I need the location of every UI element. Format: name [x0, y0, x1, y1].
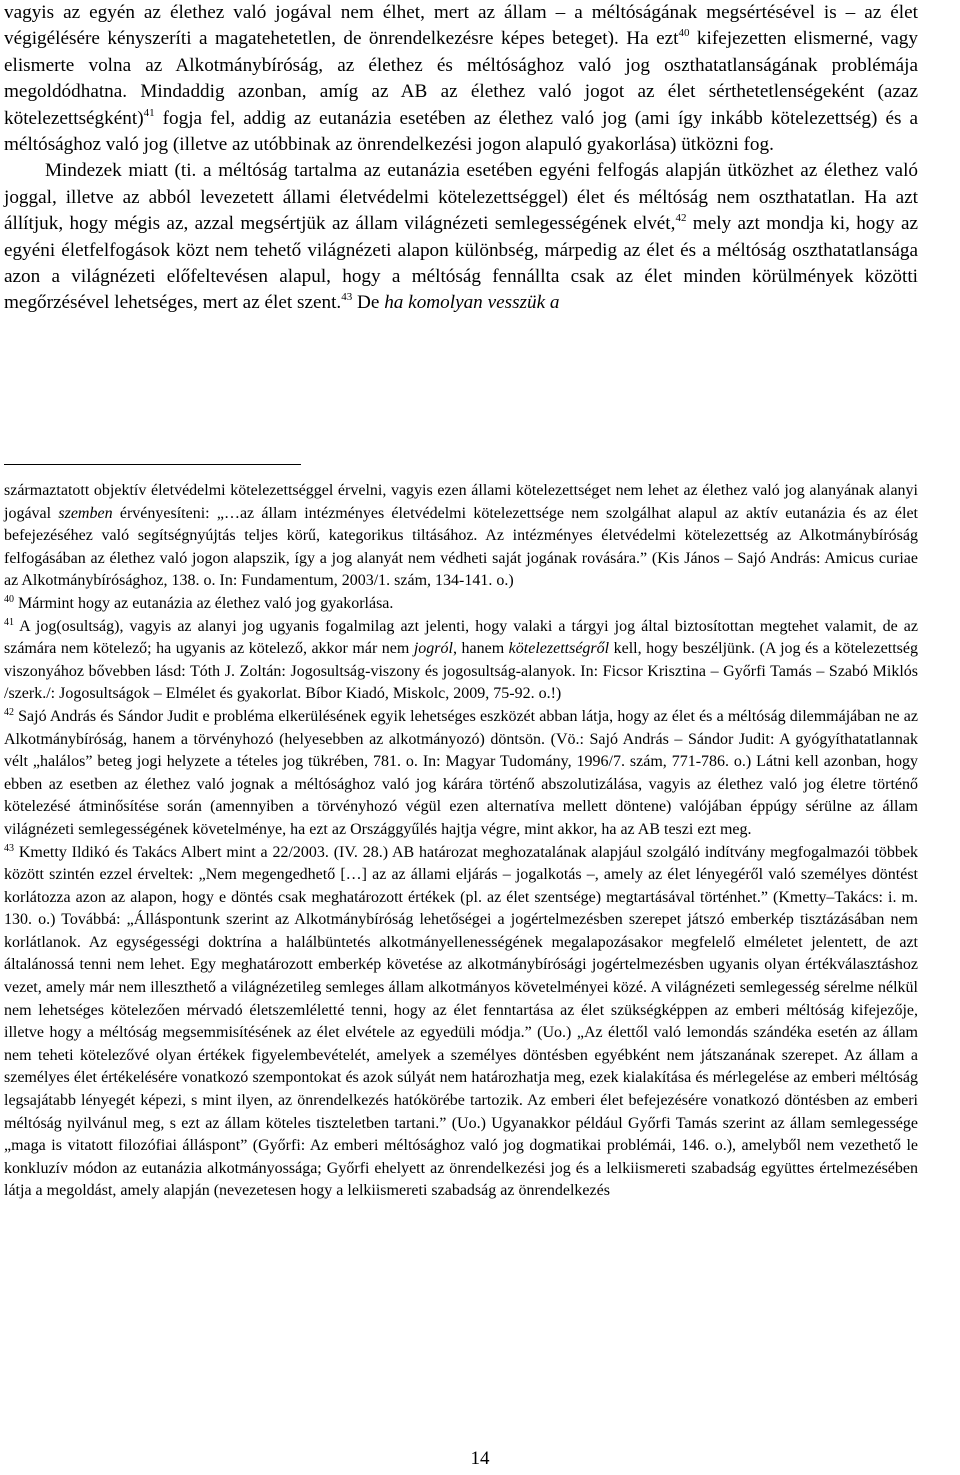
main-text — [4, 0, 918, 317]
footnote-number: 41 — [4, 616, 14, 628]
text-run: Mindezek miatt (ti. a méltóság tartalma az eutanázia esetében egyéni felfogás alapján ütközhet az élethez való joggal, illetve az abból levezetett állami életvédelmi kötelezettséggel) élet és méltóság nem oszthatatlan. Ha azt állítjuk, hogy mégis az, azzal megsértjük az állam világnézeti semlegességének elvét, — [4, 160, 918, 235]
footnote-41 — [4, 616, 918, 706]
footnote-ref-42[interactable]: 42 — [675, 212, 687, 225]
paragraph-2 — [4, 158, 918, 316]
text-run: Sajó András és Sándor Judit e probléma elkerülésének egyik lehetséges eszközét abban látja, hogy az élet és a méltóság dilemmájában ne az Alkotmánybíróság, hanem a törvényhozó (helyesebben az alkotmányozó) döntsön. (Vö.: Sajó András – Sándor Judit: A gyógyíthatatlannak vélt „halálos” beteg jogi helyzete a tételes jog tükrében, 781. o. In: Magyar Tudomány, 1996/7. szám, 771-786. o.) Látni kell azonban, hogy ebben az esetben az élethez való jognak a méltósághoz való jog kárára történő abszolutizálása, vagyis az élethez való jog életre történő kötelezésé átminősítése során (amennyiben a törvényhozó végül ezen alternatíva mellett döntene) valójában éppúgy sérülne az állam világnézeti semlegességének követelménye, ha ezt az Országgyűlés hajtja végre, mint akkor, ha az AB teszi ezt meg. — [4, 707, 918, 838]
text-run: érvényesíteni: „…az állam intézményes életvédelmi kötelezettsége nem szolgálhat alapul az aktív eutanázia és az élet befejezéséhez való segítségnyújtás teljes körű, kategorikus tiltásához. Az intézményes életvédelmi kötelezettség az Alkotmánybíróság felfogásában az élethez való jogon alapszik, így a jog alanyát nem védheti saját jogának rovására.” (Kis János – Sajó András: Amicus curiae az Alkotmánybírósághoz, 138. o. In: Fundamentum, 2003/1. szám, 134-141. o.) — [4, 504, 919, 590]
text-run: A jog(osultság), vagyis az alanyi jog ugyanis fogalmilag azt jelenti, hogy valaki a tárgyi jog által biztosítottan megtehet valamit, de az számára nem kötelező; ha ugyanis az kötelező, akkor már nem — [4, 617, 918, 658]
text-run: mely azt mondja ki, hogy az egyéni életfelfogások közt nem tehető világnézeti alapon különbség, márpedig az élet és a méltóság oszthatatlansága azon a világnézeti előfeltevésen alapul, hogy a méltóság fennállta csak az élet minden körülmények közötti megőrzésével lehetséges, mert az élet szent. — [4, 213, 918, 314]
italic-text: szemben — [58, 504, 113, 522]
text-run: származtatott objektív életvédelmi kötelezettséggel érvelni, vagyis ezen állami kötelezettséget nem lehet az élethez való jog alanyának alanyi jogával — [4, 482, 918, 522]
text-run: kell, hogy beszéljünk. (A jog és a kötelezettség viszonyához bővebben lásd: Tóth J. Zoltán: Jogosultság-viszony és jogosultság-alanyok. In: Ficsor Krisztina – Győrfi Tamás – Szabó Miklós /szerk./: Jogosultságok – Elmélet és gyakorlat. Bíbor Kiadó, Miskolc, 2009, 75-92. o.!) — [4, 640, 919, 703]
footnote-ref-43[interactable]: 43 — [341, 291, 353, 304]
page-number: 14 — [470, 1448, 490, 1469]
footnote-43 — [4, 842, 918, 1204]
footnote-40 — [4, 593, 918, 616]
footnote-number: 43 — [4, 842, 14, 854]
text-run: Kmetty Ildikó és Takács Albert mint a 22/2003. (IV. 28.) AB határozat meghozatalának alapjául szolgáló indítvány megfogalmazói többek között szintén ezzel érveltek: „Nem megengedhető […] az az állami eljárás – jogalkotás –, amely az élet lényegéről való személyes döntést korlátozza azon az alapon, hogy e döntés csak meghatározott értékek (pl. az élet szentsége) megtartásával történhet.” (Kmetty–Takács: i. m. 130. o.) Továbbá: „Álláspontunk szerint az Alkotmánybíróság lehetőségei a jogértelmezésben szerepet játszó emberkép tisztázásában nem korlátlanok. Az egységességi doktrína a halálbüntetés alkotmányellenességének megalapozásakor megfelelő elméletet jelentett, de azt általánossá tenni nem lehet. Egy meghatározott emberkép követése az alkotmánybírósági jogértelmezésben ugyanis olyan értékválasztáshoz vezet, amely már nem illeszthető a világnézetileg semleges állam alkotmányos követelményei közé. A világnézeti semlegesség sérelme nélkül nem lehetséges kötelezően mérvadó életszemléletté tenni, hogy az élet fenntartása az élet szükségképpen az emberi méltóság kifejezője, illetve hogy a méltóság megsemmisítésének az élet elvétele az egyedüli módja.” (Uo.) „Az élettől való lemondás szándéka esetén az állam nem teheti kötelezővé olyan értékek figyelembevételét, amelyek a személyes döntésben egyébként nem játszanának szerepet. Az állam a személyes élet értékelésére vonatkozó szempontokat és azok súlyát nem határozhatja meg, ezek kialakítása és mérlegelése az emberi méltóság legsajátabb lényegét képezi, s mint ilyen, az önrendelkezés hatókörébe tartozik. Az emberi élet befejezésére vonatkozó döntésben az emberi méltóság nyilvánul meg, s ezt az állam köteles tiszteletben tartani.” (Uo.) Ugyanakkor például Győrfi Tamás szerint az állam semlegessége „maga is vitatott filozófiai álláspont” (Győrfi: Az emberi méltósághoz való jog dogmatikai problémái, 146. o.), amelyből nem vezethető le konkluzív módon az eutanázia alkotmányossága; Győrfi ehelyett az önrendelkezési jog és a lelkiismereti szabadság együttes értelmezésében látja a megoldást, amely alapján (nevezetesen hogy a lelkiismereti szabadság az önrendelkezés — [4, 843, 918, 1200]
paragraph-1 — [4, 0, 918, 158]
footnote-continuation — [4, 480, 918, 593]
text-run: Mármint hogy az eutanázia az élethez való jog gyakorlása. — [14, 594, 394, 612]
text-run: fogja fel, addig az eutanázia esetében az élethez való jog (ami így inkább kötelezettség) és a méltósághoz való jog (illetve az utóbbinak az önrendelkezési jogon alapuló gyakorlása) ütközni fog. — [4, 107, 918, 156]
text-run: , hanem — [452, 640, 509, 658]
footnote-number: 42 — [4, 706, 14, 718]
footnote-separator — [4, 464, 301, 465]
text-run: vagyis az egyén az élethez való jogával nem élhet, mert az állam – a méltóságának megsértésével is – az élet végigélésére kényszeríti a magatehetetlen, de önrendelkezésre képes beteget). Ha ezt — [4, 2, 918, 50]
text-run: kifejezetten elismerné, vagy elismerte volna az Alkotmánybíróság, az élethez és méltósághoz való jog oszthatatlanságának problémája megoldódhatna. Mindaddig azonban, amíg az AB az élethez való jogot az élet sérthetetlenségeként (azaz kötelezettségként) — [4, 28, 918, 129]
footnote-42 — [4, 706, 918, 842]
page — [4, 0, 918, 317]
italic-text: ha komolyan vesszük a — [384, 292, 560, 314]
footnote-number: 40 — [4, 593, 14, 605]
italic-text: jogról — [413, 640, 453, 658]
footnote-ref-40[interactable]: 40 — [678, 27, 690, 40]
italic-text: kötelezettségről — [508, 640, 610, 658]
text-run: De — [352, 292, 385, 314]
footnote-ref-41[interactable]: 41 — [143, 106, 155, 119]
footnotes — [4, 480, 918, 1203]
